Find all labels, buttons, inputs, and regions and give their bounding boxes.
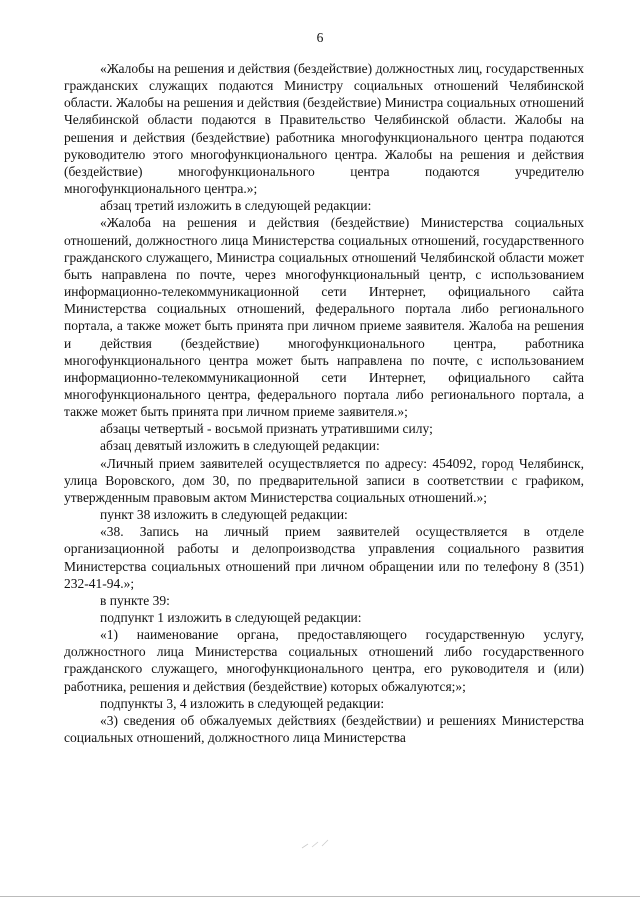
paragraph: «Жалоба на решения и действия (бездействие) Министерства социальных отношений, должностного лица Министерства социальных отношений, государственного гражданского служащего, Министра социальных отношений Челябинской области может быть направлена по почте, через многофункциональный центр, с использованием информационно-телекоммуникационной сети Интернет, официального сайта Министерства социальных отношений, федерального портала либо регионального портала, а также может быть принята при личном приеме заявителя. Жалоба на решения и действия (бездействие) многофункционального центра, работника многофункционального центра может быть направлена по почте, с использованием информационно-телекоммуникационной сети Интернет, официального сайта многофункционального центра, федерального портала либо регионального портала, а также может быть принята при личном приеме заявителя.»; <box>64 215 584 420</box>
paragraph: абзацы четвертый - восьмой признать утратившими силу; <box>100 421 433 437</box>
paragraph: «38. Запись на личный прием заявителей осуществляется в отделе организационной работы и делопроизводства управления социального развития Министерства социальных отношений при личном обращении или по телефону 8 (351) 232-41-94.»; <box>64 524 584 591</box>
paragraph: абзац третий изложить в следующей редакции: <box>100 198 372 214</box>
paragraph: пункт 38 изложить в следующей редакции: <box>100 507 348 523</box>
paragraph: «3) сведения об обжалуемых действиях (бездействии) и решениях Министерства социальных отношений, должностного лица Министерства <box>64 712 584 746</box>
page-bottom-edge <box>0 896 640 897</box>
paragraph: подпункт 1 изложить в следующей редакции: <box>100 610 362 625</box>
paragraph: «1) наименование органа, предоставляющего государственную услугу, должностного лица Министерства социальных отношений либо государственного гражданского служащего, многофункционального центра, его руководителя и (или) работника, решения и действия (бездействие) которых обжалуются;»; <box>64 627 584 694</box>
document-body <box>64 60 584 746</box>
paragraph: «Личный прием заявителей осуществляется по адресу: 454092, город Челябинск, улица Воровского, дом 30, по предварительной записи в соответствии с графиком, утвержденным правовым актом Министерства социальных отношений.»; <box>64 455 584 505</box>
paragraph: «Жалобы на решения и действия (бездействие) должностных лиц, государственных гражданских служащих подаются Министру социальных отношений Челябинской области. Жалобы на решения и действия (бездействие) Министра социальных отношений Челябинской области подаются в Правительство Челябинской области. Жалобы на решения и действия (бездействие) работника многофункционального центра подаются руководителю этого многофункционального центра. Жалобы на решения и действия (бездействие) многофункционального центра подаются учредителю многофункционального центра.»; <box>64 61 584 197</box>
paragraph: в пункте 39: <box>100 592 170 608</box>
scan-artifact <box>300 838 330 850</box>
paragraph: подпункты 3, 4 изложить в следующей редакции: <box>100 695 385 711</box>
page-number: 6 <box>316 30 324 45</box>
paragraph: абзац девятый изложить в следующей редакции: <box>100 438 380 454</box>
